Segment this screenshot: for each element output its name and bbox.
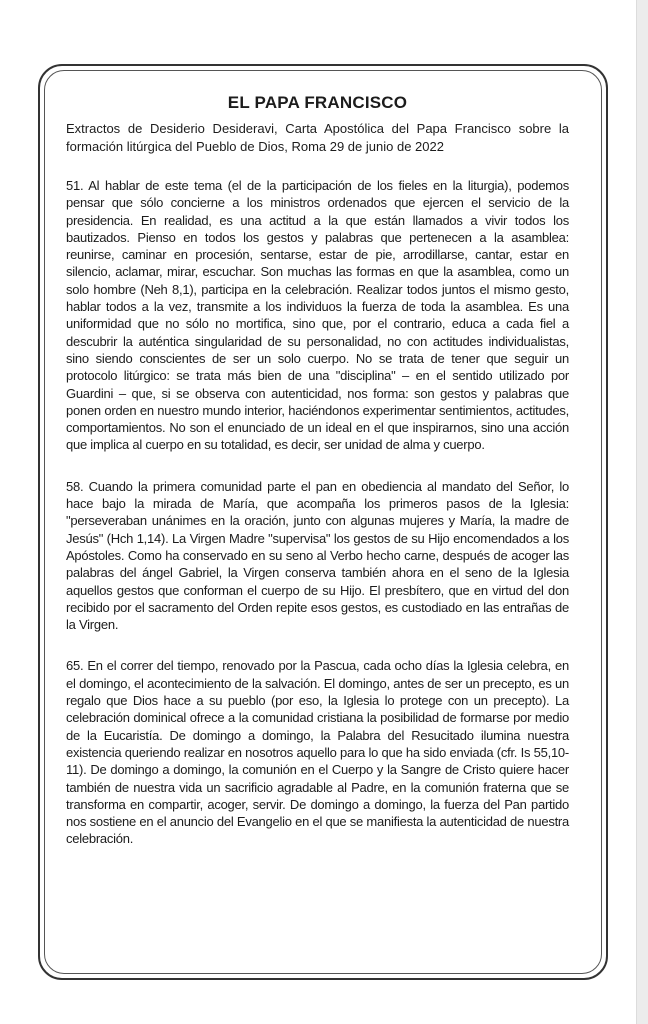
document-subtitle: Extractos de Desiderio Desideravi, Carta Apostólica del Papa Francisco sobre la formación litúrgica del Pueblo de Dios, Roma 29 de junio de 2022 [66, 121, 569, 154]
document-title: EL PAPA FRANCISCO [227, 93, 408, 112]
paragraph-65: 65. En el correr del tiempo, renovado por la Pascua, cada ocho días la Iglesia celebra, en el domingo, el acontecimiento de la salvación. El domingo, antes de ser un precepto, es un regalo que Dios hace a su pueblo (por eso, la Iglesia lo protege con un precepto). La celebración dominical ofrece a la comunidad cristiana la posibilidad de formarse por medio de la Eucaristía. De domingo a domingo, la Palabra del Resucitado ilumina nuestra existencia queriendo realizar en nosotros aquello para lo que ha sido enviada (cfr. Is 55,10-11). De domingo a domingo, la comunión en el Cuerpo y la Sangre de Cristo quiere hacer también de nuestra vida un sacrificio agradable al Padre, en la comunión fraterna que se transforma en compartir, acoger, servir. De domingo a domingo, la fuerza del Pan partido nos sostiene en el anuncio del Evangelio en el que se manifiesta la autenticidad de nuestra celebración. [66, 658, 569, 847]
page-edge [637, 0, 648, 1024]
document-content [66, 92, 569, 872]
paragraph-58: 58. Cuando la primera comunidad parte el pan en obediencia al mandato del Señor, lo hace bajo la mirada de María, que acompaña los primeros pasos de la Iglesia: "perseveraban unánimes en la oración, junto con algunas mujeres y María, la madre de Jesús" (Hch 1,14). La Virgen Madre "supervisa" los gestos de su Hijo encomendados a los Apóstoles. Como ha conservado en su seno al Verbo hecho carne, después de acoger las palabras del ángel Gabriel, la Virgen conserva también ahora en el seno de la Iglesia aquellos gestos que conforman el cuerpo de su Hijo. El presbítero, que en virtud del don recibido por el sacramento del Orden repite esos gestos, es custodiado en las entrañas de la Virgen. [66, 478, 569, 633]
paragraph-51: 51. Al hablar de este tema (el de la participación de los fieles en la liturgia), podemos pensar que sólo concierne a los ministros ordenados que ejercen el servicio de la presidencia. En realidad, es una actitud a la que están llamados a vivir todos los bautizados. Pienso en todos los gestos y palabras que pertenecen a la asamblea: reunirse, caminar en procesión, sentarse, estar de pie, arrodillarse, cantar, estar en silencio, aclamar, mirar, escuchar. Son muchas las formas en que la asamblea, como un solo hombre (Neh 8,1), participa en la celebración. Realizar todos juntos el mismo gesto, hablar todos a la vez, transmite a los individuos la fuerza de toda la asamblea. Es una uniformidad que no sólo no mortifica, sino que, por el contrario, educa a cada fiel a descubrir la auténtica singularidad de su personalidad, no con actitudes individualistas, sino siendo conscientes de ser un solo cuerpo. No se trata de tener que seguir un protocolo litúrgico: se trata más bien de una "disciplina" – en el sentido utilizado por Guardini – que, si se observa con autenticidad, nos forma: son gestos y palabras que ponen orden en nuestro mundo interior, haciéndonos experimentar sentimientos, actitudes, comportamientos. No son el enunciado de un ideal en el que inspirarnos, sino una acción que implica al cuerpo en su totalidad, es decir, ser unidad de alma y cuerpo. [66, 178, 569, 453]
